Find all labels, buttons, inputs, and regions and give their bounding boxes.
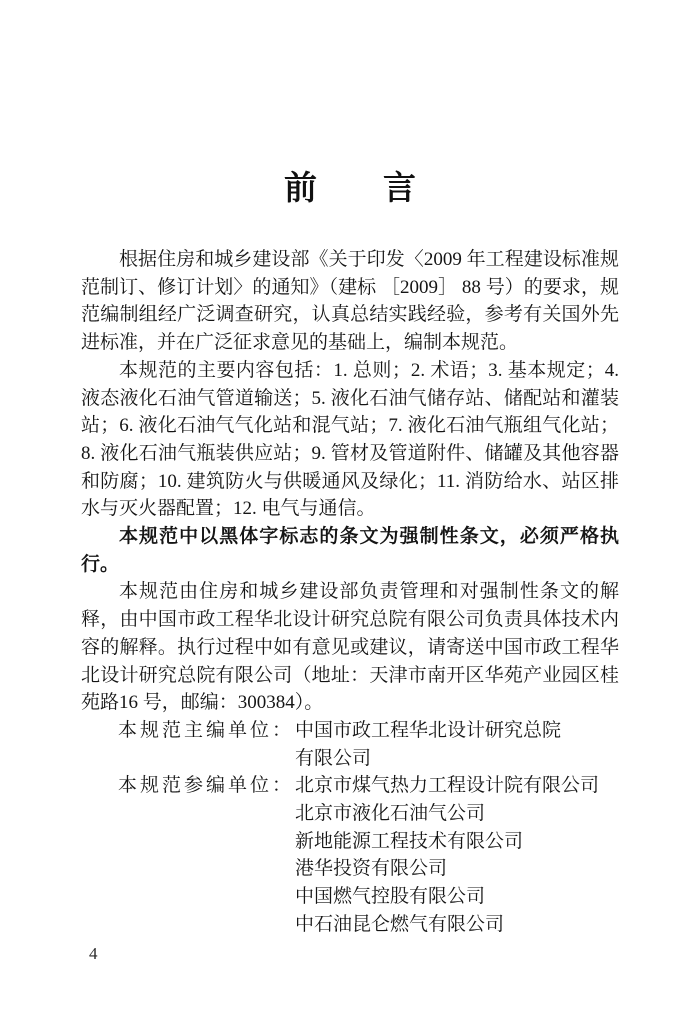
paragraph-main-contents: 本规范的主要内容包括：1. 总则；2. 术语；3. 基本规定；4. 液态液化石油气管道输送；5. 液化石油气储存站、储配站和灌装站；6. 液化石油气气化站和混气站；7. 液化石油气瓶组气化站；8. 液化石油气瓶装供应站；9. 管材及管道附件、储罐及其他容器和防腐；10. 建筑防火与供暖通风及绿化；11. 消防给水、站区排水与灭火器配置；12. 电气与通信。 <box>81 359 619 520</box>
paragraph-mandatory-clauses: 本规范中以黑体字标志的条文为强制性条文，必须严格执行。 <box>81 526 619 575</box>
participating-editor-value: 中国燃气控股有限公司 <box>295 886 486 908</box>
page-number: 4 <box>89 944 98 963</box>
chief-editor-row <box>81 717 619 772</box>
participating-editor-value: 北京市煤气热力工程设计院有限公司 <box>295 775 600 797</box>
chief-editor-label: 本规范主编单位： <box>118 719 295 741</box>
participating-editor-value: 中石油昆仑燃气有限公司 <box>295 913 505 935</box>
preface-body <box>81 246 619 939</box>
participating-editors-values <box>295 772 619 938</box>
participating-editor-value: 新地能源工程技术有限公司 <box>295 830 524 852</box>
page-title: 前 言 <box>284 171 416 207</box>
participating-editor-value: 港华投资有限公司 <box>295 858 448 880</box>
chief-editor-value: 有限公司 <box>295 747 372 769</box>
paragraph-administration: 本规范由住房和城乡建设部负责管理和对强制性条文的解释，由中国市政工程华北设计研究总院有限公司负责具体技术内容的解释。执行过程中如有意见或建议，请寄送中国市政工程华北设计研究总院有限公司（地址：天津市南开区华苑产业园区桂苑路16 号，邮编：300384）。 <box>81 581 619 714</box>
chief-editor-values <box>295 717 619 772</box>
chief-editor-value: 中国市政工程华北设计研究总院 <box>295 719 562 741</box>
participating-editor-value: 北京市液化石油气公司 <box>295 803 486 825</box>
participating-editors-row <box>81 772 619 938</box>
paragraph-basis: 根据住房和城乡建设部《关于印发〈2009 年工程建设标准规范制订、修订计划〉的通知》（建标 ［2009］ 88 号）的要求，规范编制组经广泛调查研究，认真总结实践经验，参考有关国外先进标准，并在广泛征求意见的基础上，编制本规范。 <box>81 249 619 354</box>
participating-editors-label: 本规范参编单位： <box>118 775 295 797</box>
